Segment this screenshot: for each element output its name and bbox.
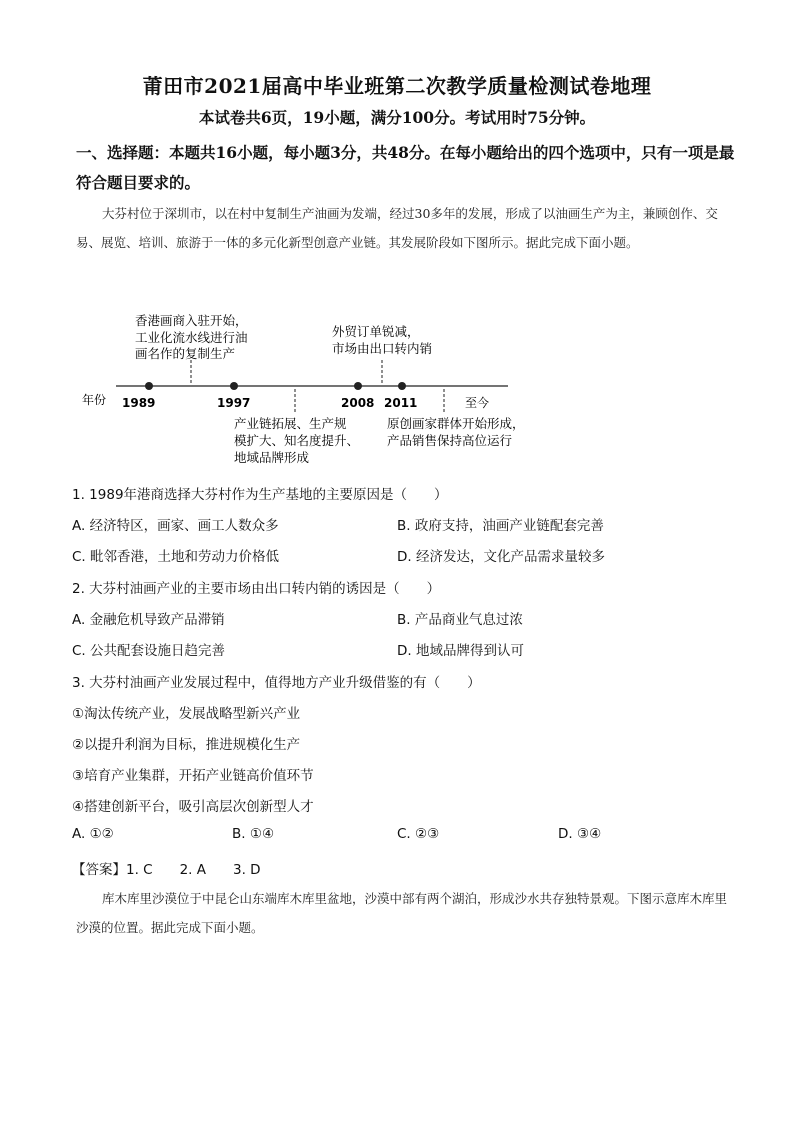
q2-option-c: C. 公共配套设施日趋完善 — [72, 643, 226, 659]
axis-label: 年份 — [82, 393, 107, 407]
note-1989: 工业化流水线进行油 — [135, 330, 248, 345]
development-timeline-figure — [76, 300, 556, 475]
q3-statement: ③培育产业集群，开拓产业链高价值环节 — [72, 768, 314, 784]
year-label: 1997 — [217, 396, 251, 410]
note-2008: 市场由出口转内销 — [332, 341, 433, 356]
q1-option-b: B. 政府支持，油画产业链配套完善 — [397, 518, 604, 534]
q2-option-d: D. 地域品牌得到认可 — [397, 643, 524, 659]
note-2011: 原创画家群体开始形成， — [387, 416, 525, 431]
note-2011: 产品销售保持高位运行 — [387, 433, 513, 448]
note-1997: 产业链拓展、生产规 — [234, 416, 347, 431]
q3-statement: ④搭建创新平台，吸引高层次创新型人才 — [72, 799, 314, 815]
year-label: 2008 — [341, 396, 375, 410]
q2-option-b: B. 产品商业气息过浓 — [397, 612, 523, 628]
q3-option-c: C. ②③ — [397, 826, 440, 842]
year-label: 至今 — [465, 396, 490, 410]
note-1997: 模扩大、知名度提升、 — [234, 433, 360, 448]
timeline-point-2011 — [398, 382, 406, 390]
year-label: 2011 — [384, 396, 418, 410]
answer-key: 【答案】1. C 2. A 3. D — [72, 862, 261, 878]
year-label: 1989 — [122, 396, 156, 410]
section-heading: 一、选择题：本题共16小题，每小题3分，共48分。在每小题给出的四个选项中，只有一项是最符合题目要求的。 — [76, 143, 735, 192]
q1-option-c: C. 毗邻香港，土地和劳动力价格低 — [72, 549, 280, 565]
page-title: 莆田市2021届高中毕业班第二次教学质量检测试卷地理 — [142, 74, 652, 98]
q3-option-b: B. ①④ — [232, 826, 275, 842]
note-1989: 画名作的复制生产 — [135, 346, 236, 361]
question-2-stem: 2. 大芬村油画产业的主要市场由出口转内销的诱因是（ ） — [72, 581, 441, 597]
q3-statement: ②以提升利润为目标，推进规模化生产 — [72, 737, 301, 753]
q3-statement: ①淘汰传统产业，发展战略型新兴产业 — [72, 706, 301, 722]
note-1997: 地域品牌形成 — [234, 450, 310, 465]
q3-option-d: D. ③④ — [558, 826, 602, 842]
timeline-point-1989 — [145, 382, 153, 390]
passage-kumukuli: 库木库里沙漠位于中昆仑山东端库木库里盆地，沙漠中部有两个湖泊，形成沙水共存独特景观。下图示意库木库里沙漠的位置。据此完成下面小题。 — [76, 891, 728, 935]
note-2008: 外贸订单锐减， — [332, 324, 420, 339]
question-3-stem: 3. 大芬村油画产业发展过程中，值得地方产业升级借鉴的有（ ） — [72, 675, 481, 691]
q1-option-a: A. 经济特区，画家、画工人数众多 — [72, 518, 279, 534]
passage-dafen: 大芬村位于深圳市，以在村中复制生产油画为发端，经过30多年的发展，形成了以油画生产为主，兼顾创作、交易、展览、培训、旅游于一体的多元化新型创意产业链。其发展阶段如下图所示。据此完成下面小题。 — [76, 206, 718, 250]
timeline-point-1997 — [230, 382, 238, 390]
question-1-stem: 1. 1989年港商选择大芬村作为生产基地的主要原因是（ ） — [72, 487, 448, 503]
q2-option-a: A. 金融危机导致产品滞销 — [72, 612, 225, 628]
exam-info: 本试卷共6页，19小题，满分100分。考试用时75分钟。 — [198, 108, 596, 127]
timeline-point-2008 — [354, 382, 362, 390]
q1-option-d: D. 经济发达，文化产品需求量较多 — [397, 549, 605, 565]
q3-option-a: A. ①② — [72, 826, 114, 842]
note-1989: 香港画商入驻开始， — [135, 313, 248, 328]
